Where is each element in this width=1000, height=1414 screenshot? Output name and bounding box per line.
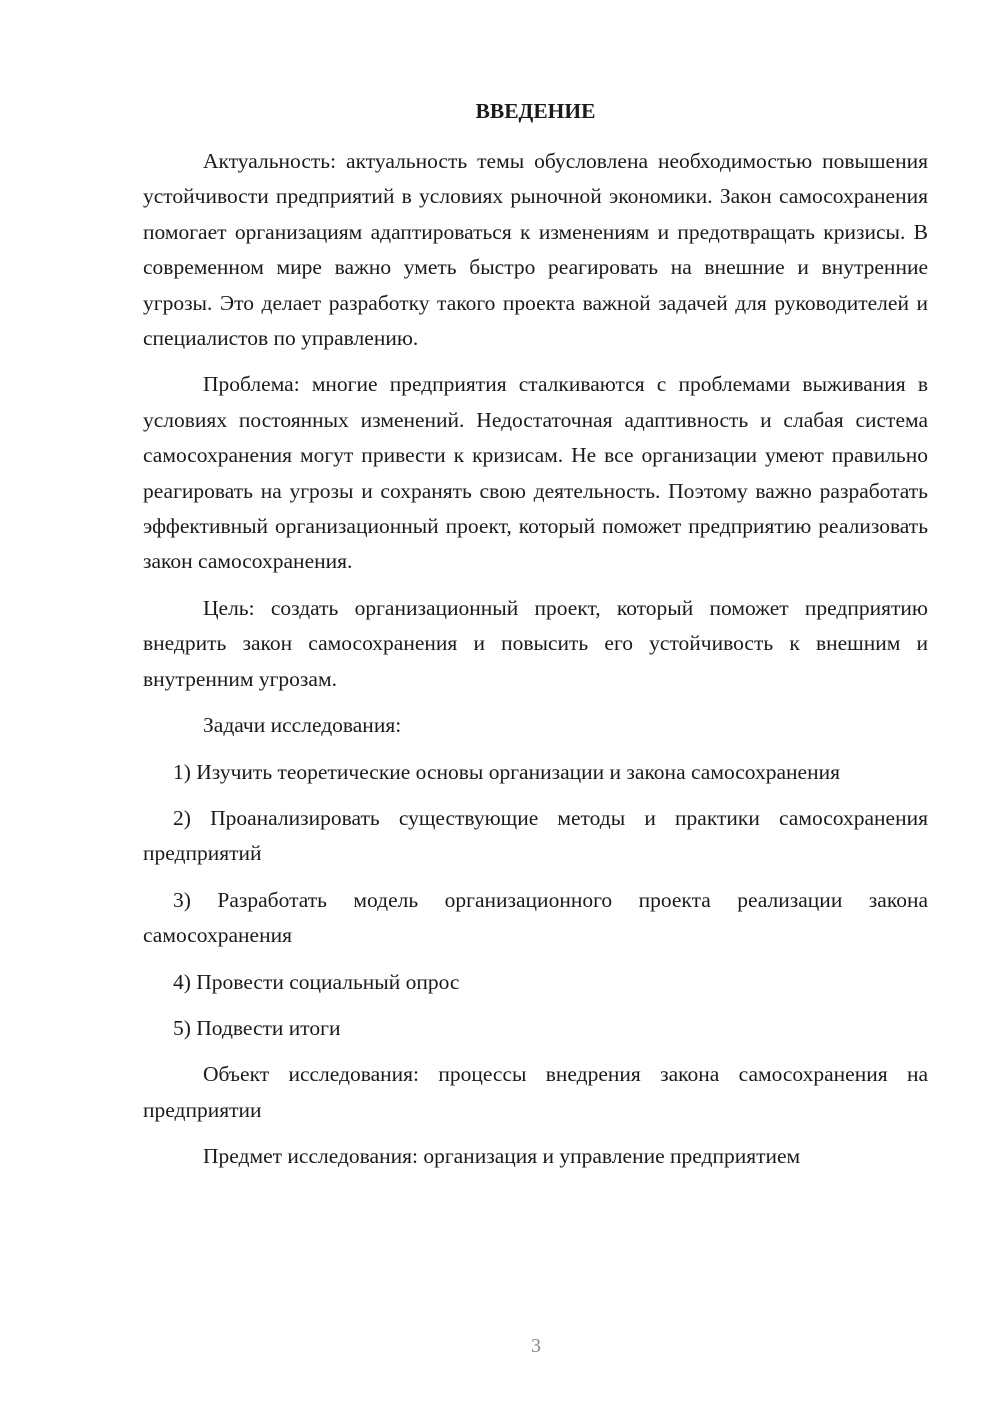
object-paragraph: Объект исследования: процессы внедрения закона самосохранения на предприятии	[143, 1062, 928, 1122]
problem-paragraph: Проблема: многие предприятия сталкиваются с проблемами выживания в условиях постоянных изменений. Недостаточная адаптивность и слабая система самосохранения могут привести к кризисам. Не все организации умеют правильно реагировать на угрозы и сохранять свою деятельность. Поэтому важно разработать эффективный организационный проект, который поможет предприятию реализовать закон самосохранения.	[143, 372, 928, 574]
task-item-1: 1) Изучить теоретические основы организации и закона самосохранения	[173, 759, 840, 784]
document-page	[143, 96, 928, 1186]
task-item-4: 4) Провести социальный опрос	[173, 969, 460, 994]
tasks-heading: Задачи исследования:	[203, 713, 402, 738]
task-item-5: 5) Подвести итоги	[173, 1015, 341, 1040]
task-item-2: 2) Проанализировать существующие методы и практики самосохранения предприятий	[143, 805, 928, 866]
subject-paragraph: Предмет исследования: организация и управление предприятием	[203, 1144, 801, 1169]
goal-paragraph: Цель: создать организационный проект, который поможет предприятию внедрить закон самосохранения и повысить его устойчивость к внешним и внутренним угрозам.	[143, 595, 928, 691]
page-number: 3	[531, 1335, 541, 1357]
section-heading: ВВЕДЕНИЕ	[475, 99, 596, 123]
relevance-paragraph: Актуальность: актуальность темы обусловлена необходимостью повышения устойчивости предприятий в условиях рыночной экономики. Закон самосохранения помогает организациям адаптироваться к изменениям и предотвращать кризисы. В современном мире важно уметь быстро реагировать на внешние и внутренние угрозы. Это делает разработку такого проекта важной задачей для руководителей и специалистов по управлению.	[143, 149, 928, 351]
task-item-3: 3) Разработать модель организационного проекта реализации закона самосохранения	[143, 887, 928, 948]
